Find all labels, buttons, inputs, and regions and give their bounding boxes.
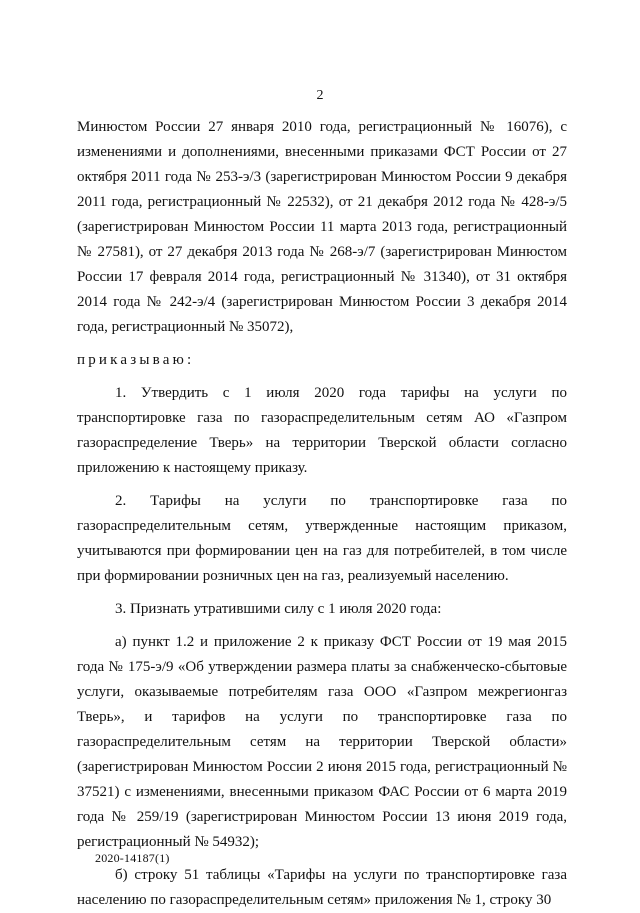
document-body	[77, 115, 567, 913]
item-2-paragraph: 2. Тарифы на услуги по транспортировке газа по газораспределительным сетям, утвержденные настоящим приказом, учитываются при формировании цен на газ для потребителей, в том числе при формировании розничных цен на газ, реализуемый населению.	[77, 493, 567, 584]
page-number: 2	[316, 88, 324, 103]
item-3b-paragraph: б) строку 51 таблицы «Тарифы на услуги по транспортировке газа населению по газораспределительным сетям» приложения № 1, строку 30	[77, 867, 567, 908]
document-code: 2020-14187(1)	[95, 851, 170, 865]
item-3-paragraph: 3. Признать утратившими силу с 1 июля 2020 года:	[115, 601, 442, 617]
item-3a-paragraph: а) пункт 1.2 и приложение 2 к приказу ФСТ России от 19 мая 2015 года № 175-э/9 «Об утверждении размера платы за снабженческо-сбытовые услуги, оказываемые потребителям газа ООО «Газпром межрегионгаз Тверь», и тарифов на услуги по транспортировке газа по газораспределительным сетям на территории Тверской области» (зарегистрирован Минюстом России 2 июня 2015 года, регистрационный № 37521) с изменениями, внесенными приказом ФАС России от 6 марта 2019 года № 259/19 (зарегистрирован Минюстом России 13 июня 2019 года, регистрационный № 54932);	[77, 634, 567, 850]
order-word: приказываю:	[77, 352, 195, 368]
intro-paragraph: Минюстом России 27 января 2010 года, регистрационный № 16076), с изменениями и дополнениями, внесенными приказами ФСТ России от 27 октября 2011 года № 253-э/3 (зарегистрирован Минюстом России 9 декабря 2011 года, регистрационный № 22532), от 21 декабря 2012 года № 428-э/5 (зарегистрирован Минюстом России 11 марта 2013 года, регистрационный № 27581), от 27 декабря 2013 года № 268-э/7 (зарегистрирован Минюстом России 17 февраля 2014 года, регистрационный № 31340), от 31 октября 2014 года № 242-э/4 (зарегистрирован Минюстом России 3 декабря 2014 года, регистрационный № 35072),	[77, 119, 567, 335]
item-1-paragraph: 1. Утвердить с 1 июля 2020 года тарифы на услуги по транспортировке газа по газораспределительным сетям АО «Газпром газораспределение Тверь» на территории Тверской области согласно приложению к настоящему приказу.	[77, 385, 567, 476]
